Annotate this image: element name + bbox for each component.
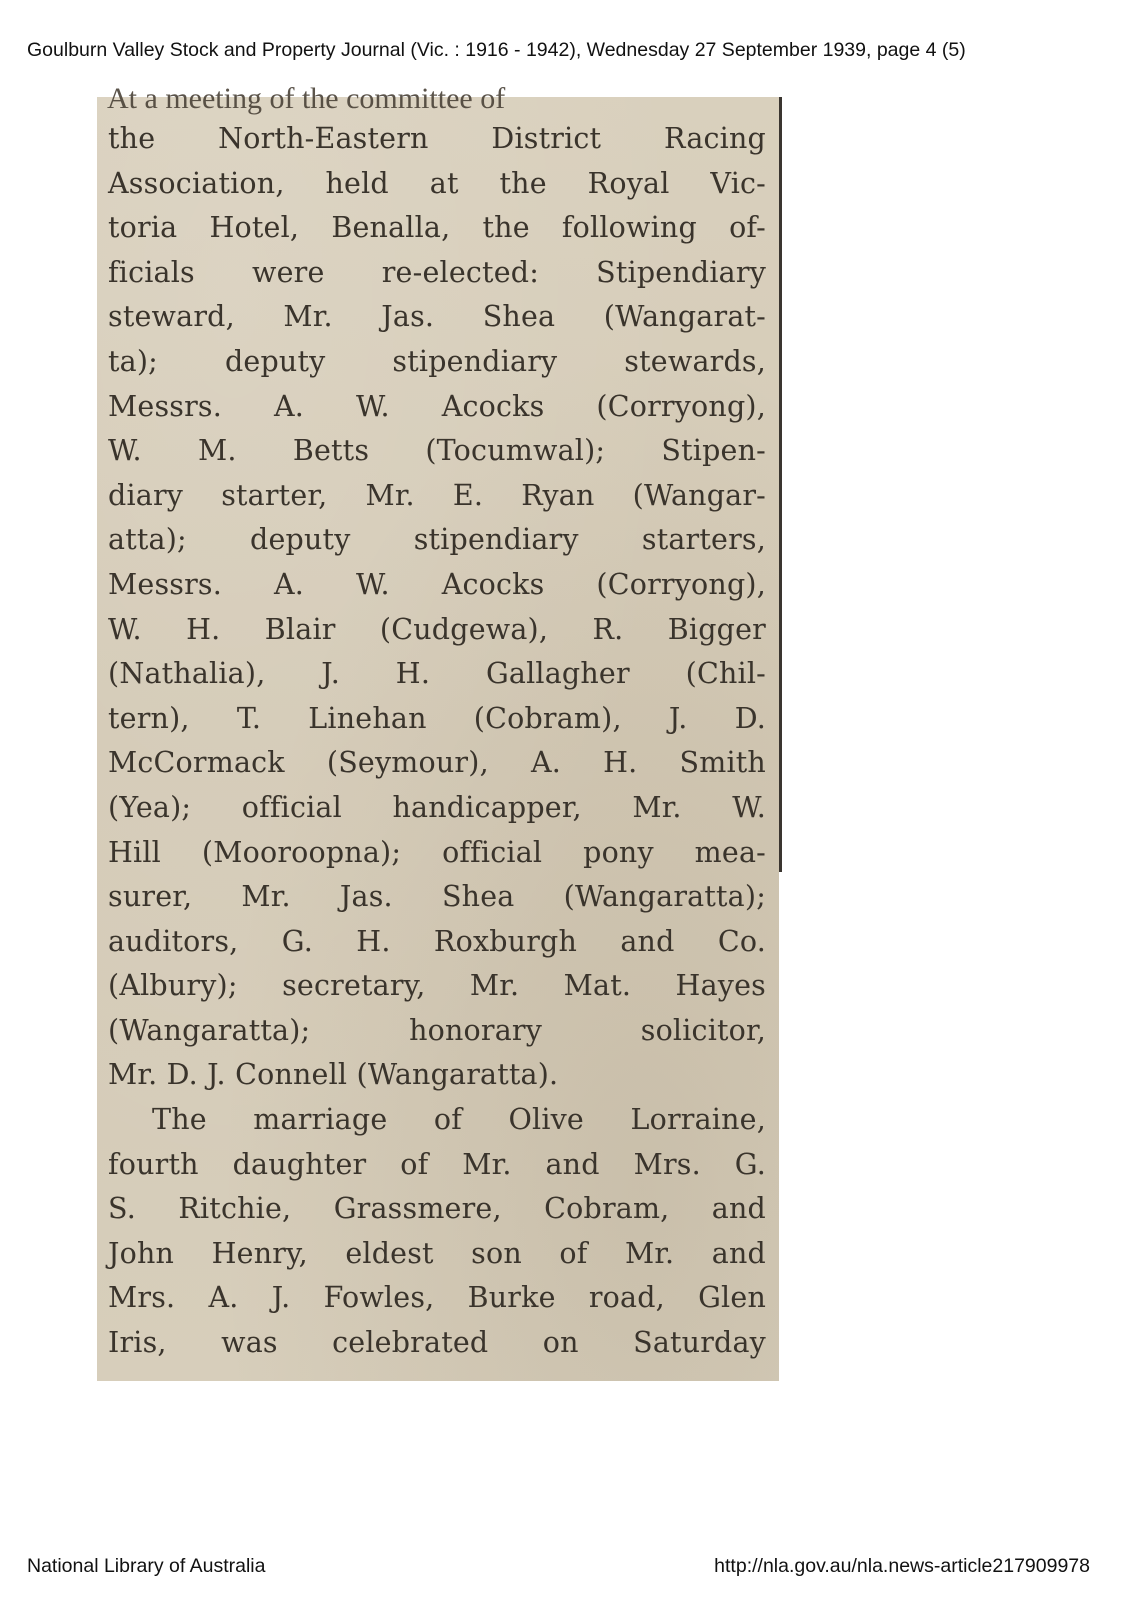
article-line: (Nathalia), J. H. Gallagher (Chil- [108,657,766,691]
article-line: diary starter, Mr. E. Ryan (Wangar- [108,478,766,512]
article-line: Iris, was celebrated on Saturday [108,1326,766,1360]
article-line: Association, held at the Royal Vic- [108,166,766,200]
article-line: (Yea); official handicapper, Mr. W. [108,790,766,824]
column-rule [779,97,782,872]
article-line: fourth daughter of Mr. and Mrs. G. [108,1147,766,1181]
article-line: the North-Eastern District Racing [108,122,766,155]
footer-article-url[interactable]: http://nla.gov.au/nla.news-article217909978 [714,1555,1090,1577]
article-line: Mr. D. J. Connell (Wangaratta). [108,1058,559,1092]
clipped-top-line: At a meeting of the committee of [107,82,506,115]
article-line: Messrs. A. W. Acocks (Corryong), [108,567,766,601]
article-line: John Henry, eldest son of Mr. and [108,1236,766,1270]
article-line: Hill (Mooroopna); official pony mea- [108,835,766,869]
footer-publisher: National Library of Australia [27,1555,266,1577]
article-line: ficials were re-elected: Stipendiary [108,255,766,289]
article-line: (Wangaratta); honorary solicitor, [108,1013,766,1047]
article-line: tern), T. Linehan (Cobram), J. D. [108,701,766,735]
article-line: surer, Mr. Jas. Shea (Wangaratta); [108,880,766,914]
article-line: atta); deputy stipendiary starters, [108,523,766,557]
article-line: (Albury); secretary, Mr. Mat. Hayes [108,969,766,1003]
article-line: ta); deputy stipendiary stewards, [108,344,766,378]
article-line: W. H. Blair (Cudgewa), R. Bigger [108,612,766,646]
article-line: Messrs. A. W. Acocks (Corryong), [108,389,766,423]
article-line: toria Hotel, Benalla, the following of- [108,211,766,245]
article-line: The marriage of Olive Lorraine, [152,1103,766,1137]
article-line: Mrs. A. J. Fowles, Burke road, Glen [108,1281,766,1315]
article-line: auditors, G. H. Roxburgh and Co. [108,924,766,958]
page-citation-header: Goulburn Valley Stock and Property Journal (Vic. : 1916 - 1942), Wednesday 27 September 1939, page 4 (5) [27,39,966,61]
article-text [108,117,766,1366]
article-line: McCormack (Seymour), A. H. Smith [108,746,766,780]
article-line: W. M. Betts (Tocumwal); Stipen- [108,434,766,468]
article-line: S. Ritchie, Grassmere, Cobram, and [108,1192,766,1226]
article-line: steward, Mr. Jas. Shea (Wangarat- [108,300,766,334]
newspaper-clipping [97,82,779,1381]
